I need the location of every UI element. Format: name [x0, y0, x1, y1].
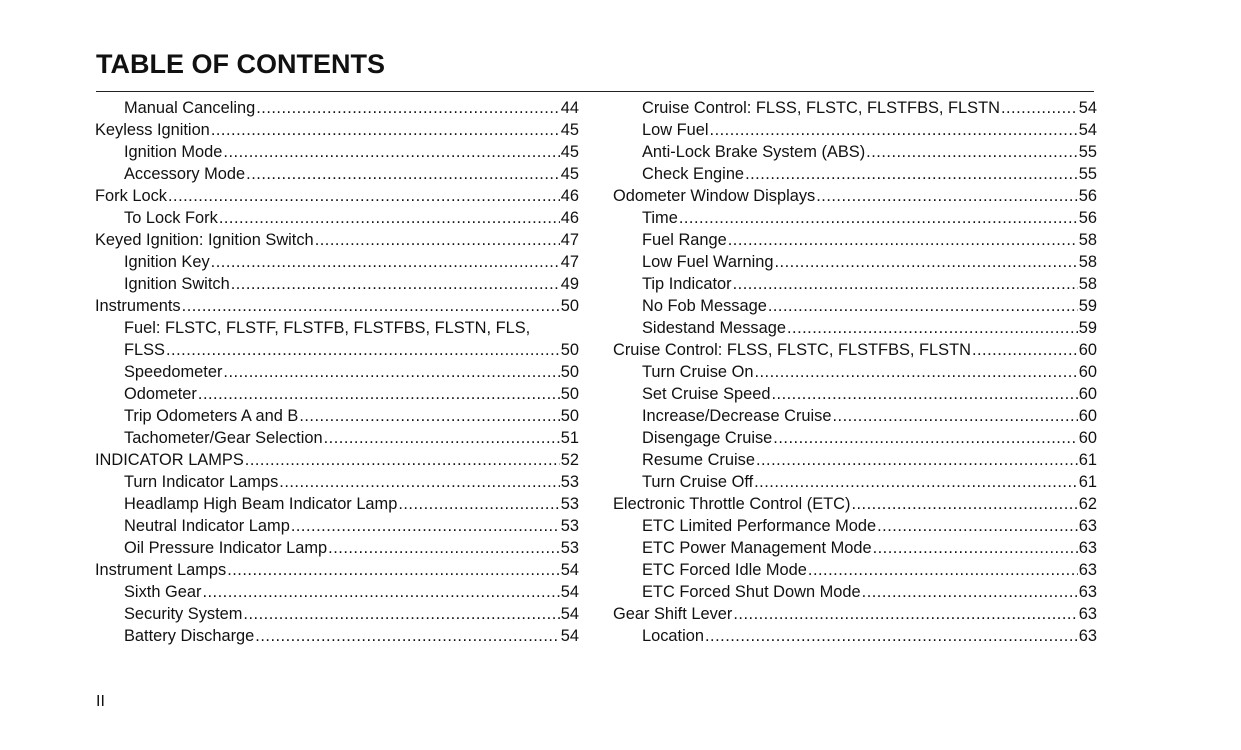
toc-entry-title: Location — [642, 627, 704, 645]
dot-leader — [182, 295, 560, 317]
toc-entry[interactable] — [95, 581, 579, 603]
toc-left-column — [95, 97, 579, 647]
toc-entry[interactable] — [613, 603, 1097, 625]
toc-entry[interactable] — [95, 603, 579, 625]
dot-leader — [728, 229, 1078, 251]
toc-entry[interactable] — [613, 97, 1097, 119]
dot-leader — [833, 405, 1078, 427]
toc-entry-title: Manual Canceling — [124, 99, 256, 117]
toc-entry-title: Cruise Control: FLSS, FLSTC, FLSTFBS, FLSTN — [613, 341, 971, 359]
toc-entry-page: 44 — [560, 99, 579, 117]
toc-entry[interactable] — [95, 471, 579, 493]
toc-entry[interactable] — [613, 229, 1097, 251]
dot-leader — [246, 163, 560, 185]
toc-entry[interactable] — [95, 383, 579, 405]
dot-leader — [754, 361, 1077, 383]
toc-entry-title: Gear Shift Lever — [613, 605, 733, 623]
toc-entry-page: 45 — [560, 165, 579, 183]
dot-leader — [202, 581, 559, 603]
toc-entry[interactable] — [613, 449, 1097, 471]
toc-entry-title: Odometer Window Displays — [613, 187, 816, 205]
dot-leader — [710, 119, 1078, 141]
toc-entry-page: 53 — [560, 539, 579, 557]
toc-entry-title: ETC Limited Performance Mode — [642, 517, 877, 535]
toc-entry-title: ETC Power Management Mode — [642, 539, 872, 557]
toc-entry-title: Check Engine — [642, 165, 745, 183]
toc-entry-title: Electronic Throttle Control (ETC) — [613, 495, 851, 513]
toc-entry-page: 62 — [1078, 495, 1097, 513]
toc-entry-page: 46 — [560, 209, 579, 227]
toc-entry-page: 53 — [560, 473, 579, 491]
dot-leader — [223, 361, 559, 383]
toc-entry-title: Fuel: FLSTC, FLSTF, FLSTFB, FLSTFBS, FLSTN, FLS, — [124, 319, 531, 337]
toc-entry-page: 63 — [1078, 561, 1097, 579]
toc-entry[interactable] — [613, 119, 1097, 141]
toc-entry-page: 63 — [1078, 517, 1097, 535]
toc-entry-page: 60 — [1078, 407, 1097, 425]
toc-entry[interactable] — [613, 361, 1097, 383]
toc-entry[interactable] — [95, 273, 579, 295]
toc-entry-page: 61 — [1078, 451, 1097, 469]
toc-entry-page: 50 — [560, 407, 579, 425]
toc-entry-title: Anti-Lock Brake System (ABS) — [642, 143, 866, 161]
toc-entry-page: 54 — [1078, 121, 1097, 139]
toc-entry[interactable] — [95, 515, 579, 537]
toc-entry-page: 59 — [1078, 297, 1097, 315]
toc-entry-title: Cruise Control: FLSS, FLSTC, FLSTFBS, FLSTN — [642, 99, 1000, 117]
toc-entry[interactable] — [613, 251, 1097, 273]
toc-entry[interactable] — [95, 449, 579, 471]
toc-entry-page: 54 — [560, 561, 579, 579]
toc-entry-title: Odometer — [124, 385, 197, 403]
toc-entry-title: Accessory Mode — [124, 165, 246, 183]
toc-entry-title: Resume Cruise — [642, 451, 755, 469]
toc-entry-title: Trip Odometers A and B — [124, 407, 299, 425]
toc-entry-title: Tip Indicator — [642, 275, 732, 293]
toc-entry-page: 60 — [1078, 429, 1097, 447]
toc-entry-title: Time — [642, 209, 678, 227]
dot-leader — [398, 493, 559, 515]
toc-entry-page: 50 — [560, 385, 579, 403]
toc-entry-title: Fork Lock — [95, 187, 167, 205]
toc-entry-page: 58 — [1078, 231, 1097, 249]
dot-leader — [227, 559, 560, 581]
toc-entry-page: 50 — [560, 297, 579, 315]
toc-entry-page: 47 — [560, 253, 579, 271]
dot-leader — [299, 405, 559, 427]
toc-entry-title: Low Fuel — [642, 121, 709, 139]
dot-leader — [972, 339, 1078, 361]
dot-leader — [771, 383, 1077, 405]
toc-entry-title: Neutral Indicator Lamp — [124, 517, 290, 535]
toc-entry[interactable] — [613, 273, 1097, 295]
toc-entry-title: INDICATOR LAMPS — [95, 451, 244, 469]
dot-leader — [877, 515, 1078, 537]
dot-leader — [219, 207, 560, 229]
dot-leader — [775, 251, 1078, 273]
toc-entry-title: Security System — [124, 605, 243, 623]
dot-leader — [211, 119, 560, 141]
toc-entry[interactable] — [95, 251, 579, 273]
toc-entry-title: Headlamp High Beam Indicator Lamp — [124, 495, 398, 513]
toc-entry[interactable] — [613, 295, 1097, 317]
toc-entry[interactable] — [95, 537, 579, 559]
toc-entry-title: Sidestand Message — [642, 319, 786, 337]
dot-leader — [733, 603, 1077, 625]
page-number: II — [96, 693, 105, 710]
toc-entry-page: 52 — [560, 451, 579, 469]
toc-entry-page: 63 — [1078, 627, 1097, 645]
toc-entry-title: FLSS — [124, 341, 165, 359]
toc-entry-page: 60 — [1078, 385, 1097, 403]
toc-entry-page: 49 — [560, 275, 579, 293]
toc-entry-title: Turn Cruise On — [642, 363, 754, 381]
toc-entry[interactable] — [613, 625, 1097, 647]
toc-entry[interactable] — [95, 229, 579, 251]
toc-entry-title: Turn Indicator Lamps — [124, 473, 279, 491]
title-divider — [96, 91, 1094, 92]
toc-entry-page: 53 — [560, 495, 579, 513]
toc-entry[interactable] — [95, 493, 579, 515]
toc-entry-page: 56 — [1078, 187, 1097, 205]
dot-leader — [231, 273, 560, 295]
dot-leader — [245, 449, 560, 471]
toc-entry-title: ETC Forced Idle Mode — [642, 561, 807, 579]
toc-entry[interactable] — [95, 317, 579, 339]
toc-entry-page: 55 — [1078, 143, 1097, 161]
dot-leader — [862, 581, 1078, 603]
toc-entry[interactable] — [95, 119, 579, 141]
toc-entry-title: No Fob Message — [642, 297, 767, 315]
toc-entry-page: 59 — [1078, 319, 1097, 337]
toc-entry[interactable] — [95, 97, 579, 119]
toc-entry-page: 50 — [560, 341, 579, 359]
dot-leader — [851, 493, 1077, 515]
toc-entry[interactable] — [95, 163, 579, 185]
toc-entry[interactable] — [95, 207, 579, 229]
toc-entry-title: Sixth Gear — [124, 583, 202, 601]
dot-leader — [328, 537, 560, 559]
toc-entry[interactable] — [95, 295, 579, 317]
toc-entry-title: Ignition Mode — [124, 143, 223, 161]
toc-entry[interactable] — [613, 537, 1097, 559]
dot-leader — [256, 97, 560, 119]
toc-entry-title: Instrument Lamps — [95, 561, 227, 579]
toc-entry-page: 58 — [1078, 275, 1097, 293]
dot-leader — [291, 515, 560, 537]
toc-entry-title: Tachometer/Gear Selection — [124, 429, 323, 447]
toc-entry-title: Speedometer — [124, 363, 223, 381]
toc-entry[interactable] — [95, 427, 579, 449]
toc-entry-title: To Lock Fork — [124, 209, 218, 227]
toc-entry-title: Ignition Key — [124, 253, 210, 271]
toc-entry[interactable] — [613, 317, 1097, 339]
toc-entry-page: 63 — [1078, 583, 1097, 601]
dot-leader — [733, 273, 1078, 295]
toc-entry[interactable] — [95, 625, 579, 647]
toc-entry-title: Battery Discharge — [124, 627, 255, 645]
dot-leader — [324, 427, 560, 449]
toc-entry[interactable] — [613, 383, 1097, 405]
toc-entry-title: Oil Pressure Indicator Lamp — [124, 539, 328, 557]
toc-entry-page: 54 — [560, 583, 579, 601]
toc-entry-page: 46 — [560, 187, 579, 205]
dot-leader — [279, 471, 560, 493]
dot-leader — [754, 471, 1078, 493]
dot-leader — [873, 537, 1078, 559]
dot-leader — [223, 141, 559, 163]
dot-leader — [866, 141, 1078, 163]
toc-entry[interactable] — [613, 427, 1097, 449]
dot-leader — [705, 625, 1078, 647]
toc-entry[interactable] — [95, 559, 579, 581]
dot-leader — [787, 317, 1078, 339]
dot-leader — [1001, 97, 1078, 119]
dot-leader — [768, 295, 1078, 317]
toc-entry-title: Set Cruise Speed — [642, 385, 771, 403]
toc-entry-page: 56 — [1078, 209, 1097, 227]
page-title: TABLE OF CONTENTS — [96, 49, 385, 79]
toc-entry-title: Instruments — [95, 297, 181, 315]
toc-entry[interactable] — [613, 559, 1097, 581]
toc-entry-title: Low Fuel Warning — [642, 253, 774, 271]
toc-entry-page: 54 — [560, 605, 579, 623]
dot-leader — [808, 559, 1078, 581]
toc-entry[interactable] — [613, 163, 1097, 185]
toc-entry-title: Fuel Range — [642, 231, 727, 249]
toc-entry[interactable] — [613, 207, 1097, 229]
toc-entry-title: Turn Cruise Off — [642, 473, 754, 491]
toc-entry-page: 60 — [1078, 341, 1097, 359]
toc-entry[interactable] — [613, 405, 1097, 427]
toc-entry-page: 45 — [560, 143, 579, 161]
dot-leader — [211, 251, 560, 273]
toc-entry-page: 63 — [1078, 539, 1097, 557]
toc-entry[interactable] — [613, 185, 1097, 207]
toc-entry-page: 63 — [1078, 605, 1097, 623]
toc-entry[interactable] — [95, 361, 579, 383]
dot-leader — [745, 163, 1078, 185]
toc-entry-page: 61 — [1078, 473, 1097, 491]
toc-entry[interactable] — [613, 339, 1097, 361]
dot-leader — [816, 185, 1078, 207]
toc-right-column — [613, 97, 1097, 647]
toc-entry[interactable] — [613, 493, 1097, 515]
toc-entry-title: Ignition Switch — [124, 275, 230, 293]
toc-entry-page: 53 — [560, 517, 579, 535]
toc-entry-page: 45 — [560, 121, 579, 139]
toc-entry-page: 54 — [1078, 99, 1097, 117]
toc-entry-page: 60 — [1078, 363, 1097, 381]
toc-entry-page: 55 — [1078, 165, 1097, 183]
dot-leader — [166, 339, 560, 361]
dot-leader — [315, 229, 560, 251]
toc-entry-page: 58 — [1078, 253, 1097, 271]
toc-entry-title: ETC Forced Shut Down Mode — [642, 583, 861, 601]
dot-leader — [243, 603, 559, 625]
toc-entry-title: Disengage Cruise — [642, 429, 773, 447]
toc-entry[interactable] — [613, 515, 1097, 537]
toc-entry-title: Increase/Decrease Cruise — [642, 407, 832, 425]
dot-leader — [773, 427, 1077, 449]
dot-leader — [168, 185, 560, 207]
dot-leader — [679, 207, 1078, 229]
dot-leader — [255, 625, 559, 647]
toc-entry[interactable] — [95, 185, 579, 207]
toc-entry[interactable] — [95, 405, 579, 427]
toc-entry[interactable] — [95, 141, 579, 163]
toc-entry[interactable] — [613, 141, 1097, 163]
toc-entry-page: 54 — [560, 627, 579, 645]
toc-entry[interactable] — [613, 471, 1097, 493]
toc-entry[interactable] — [95, 339, 579, 361]
toc-entry-page: 47 — [560, 231, 579, 249]
toc-entry-title: Keyless Ignition — [95, 121, 210, 139]
toc-entry-page: 50 — [560, 363, 579, 381]
toc-entry-title: Keyed Ignition: Ignition Switch — [95, 231, 314, 249]
dot-leader — [756, 449, 1078, 471]
toc-entry[interactable] — [613, 581, 1097, 603]
toc-entry-page: 51 — [560, 429, 579, 447]
dot-leader — [198, 383, 560, 405]
